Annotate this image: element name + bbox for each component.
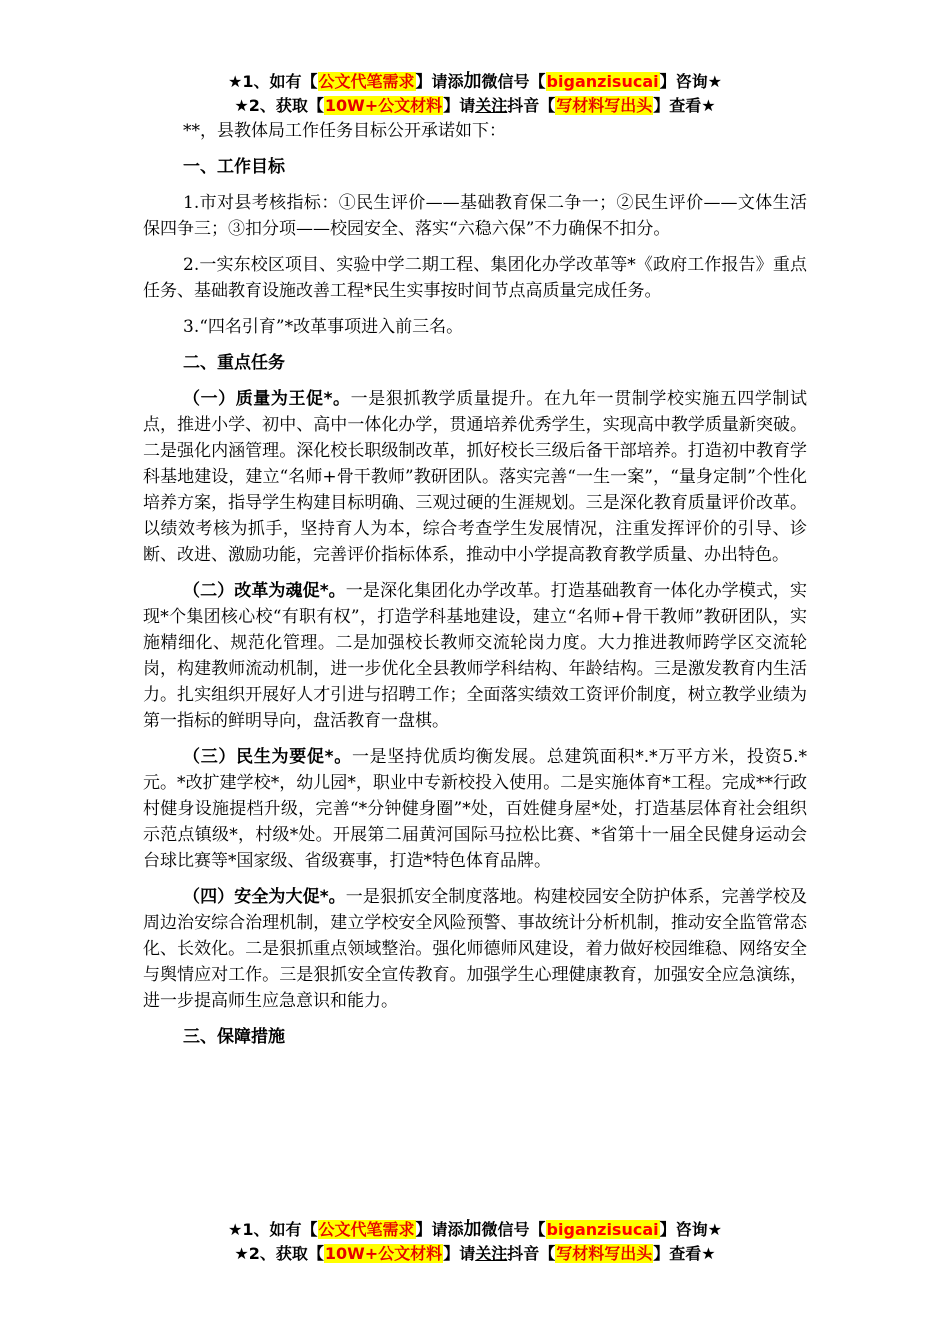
banner-text: ★1、如有【 bbox=[228, 1220, 318, 1239]
top-banner-line-2 bbox=[0, 94, 950, 118]
banner-text: 加 bbox=[463, 1219, 482, 1240]
banner-text: ★2、获取【 bbox=[234, 96, 324, 115]
goal-item: 2.一实东校区项目、实验中学二期工程、集团化办学改革等*《政府工作报告》重点任务、基础教育设施改善工程*民生实事按时间节点高质量完成任务。 bbox=[143, 255, 807, 301]
banner-highlight: 公文代笔需求 bbox=[318, 1220, 415, 1239]
banner-text: 关注 bbox=[475, 96, 508, 115]
banner-highlight-douyin: 写材料写出头 bbox=[556, 96, 653, 115]
task-lead: （四）安全为大促*。 bbox=[183, 887, 346, 907]
banner-text: 】请添 bbox=[415, 72, 464, 91]
goal-item: 1.市对县考核指标：①民生评价——基础教育保二争一；②民生评价——文体生活保四争三；③扣分项——校园安全、落实“六稳六保”不力确保不扣分。 bbox=[143, 193, 807, 239]
banner-text: ★2、获取【 bbox=[234, 1244, 324, 1263]
task-paragraph bbox=[143, 884, 807, 1014]
task-paragraph bbox=[143, 386, 807, 568]
banner-text: 】咨询★ bbox=[659, 72, 722, 91]
banner-highlight: 10W+公文材料 bbox=[324, 96, 443, 115]
goal-item: 3.“四名引育”*改革事项进入前三名。 bbox=[183, 317, 464, 337]
banner-text: 】查看★ bbox=[653, 96, 716, 115]
task-paragraph bbox=[143, 744, 807, 874]
banner-highlight: 公文代笔需求 bbox=[318, 72, 415, 91]
banner-text: 关注 bbox=[475, 1244, 508, 1263]
task-lead: （一）质量为王促*。 bbox=[183, 389, 351, 409]
banner-text: 】请添 bbox=[415, 1220, 464, 1239]
banner-text: 抖音【 bbox=[507, 1244, 556, 1263]
task-lead: （二）改革为魂促*。 bbox=[183, 581, 346, 601]
task-paragraph bbox=[143, 578, 807, 734]
document-body bbox=[143, 118, 807, 1060]
top-banner-line-1 bbox=[0, 70, 950, 94]
banner-text: 】请 bbox=[443, 1244, 476, 1263]
banner-highlight-wechat-id: biganzisucai bbox=[546, 72, 659, 91]
task-text: 一是深化集团化办学改革。打造基础教育一体化办学模式，实现*个集团核心校“有职有权”，打造学科基地建设，建立“名师+骨干教师”教研团队，实施精细化、规范化管理。二是加强校长教师交流轮岗力度。大力推进教师跨学区交流轮岗，构建教师流动机制，进一步优化全县教师学科结构、年龄结构。三是激发教育内生活力。扎实组织开展好人才引进与招聘工作；全面落实绩效工资评价制度，树立教学业绩为第一指标的鲜明导向，盘活教育一盘棋。 bbox=[143, 581, 808, 731]
task-text: 一是狠抓教学质量提升。在九年一贯制学校实施五四学制试点，推进小学、初中、高中一体化办学，贯通培养优秀学生，实现高中教学质量新突破。二是强化内涵管理。深化校长职级制改革，抓好校长三级后备干部培养。打造初中教育学科基地建设，建立“名师+骨干教师”教研团队。落实完善“一生一案”，“量身定制”个性化培养方案，指导学生构建目标明确、三观过硬的生涯规划。三是深化教育质量评价改革。以绩效考核为抓手，坚持育人为本，综合考查学生发展情况，注重发挥评价的引导、诊断、改进、激励功能，完善评价指标体系，推动中小学提高教育教学质量、办出特色。 bbox=[143, 389, 808, 565]
banner-text: 微信号【 bbox=[481, 72, 546, 91]
section-heading-tasks: 二、重点任务 bbox=[183, 353, 285, 373]
banner-text: 微信号【 bbox=[481, 1220, 546, 1239]
intro-paragraph: **，县教体局工作任务目标公开承诺如下： bbox=[183, 121, 506, 141]
task-text: 一是坚持优质均衡发展。总建筑面积*.*万平方米，投资5.*元。*改扩建学校*，幼儿园*，职业中专新校投入使用。二是实施体育*工程。完成**行政村健身设施提档升级，完善“*分钟健身圈”*处，百姓健身屋*处，打造基层体育社会组织示范点镇级*，村级*处。开展第二届黄河国际马拉松比赛、*省第十一届全民健身运动会台球比赛等*国家级、省级赛事，打造*特色体育品牌。 bbox=[143, 747, 808, 871]
task-lead: （三）民生为要促*。 bbox=[183, 747, 352, 767]
section-heading-measures: 三、保障措施 bbox=[183, 1027, 285, 1047]
banner-text: 】查看★ bbox=[653, 1244, 716, 1263]
banner-text: 抖音【 bbox=[507, 96, 556, 115]
banner-text: 加 bbox=[463, 71, 482, 92]
banner-text: ★1、如有【 bbox=[228, 72, 318, 91]
task-text: 一是狠抓安全制度落地。构建校园安全防护体系，完善学校及周边治安综合治理机制，建立学校安全风险预警、事故统计分析机制，推动安全监管常态化、长效化。二是狠抓重点领域整治。强化师德师风建设，着力做好校园维稳、网络安全与舆情应对工作。三是狠抓安全宣传教育。加强学生心理健康教育，加强安全应急演练，进一步提高师生应急意识和能力。 bbox=[143, 887, 808, 1011]
section-heading-goals: 一、工作目标 bbox=[183, 157, 285, 177]
bottom-banner-line-1 bbox=[0, 1218, 950, 1242]
banner-text: 】请 bbox=[443, 96, 476, 115]
bottom-banner-line-2 bbox=[0, 1242, 950, 1266]
banner-highlight-wechat-id: biganzisucai bbox=[546, 1220, 659, 1239]
banner-highlight-douyin: 写材料写出头 bbox=[556, 1244, 653, 1263]
banner-text: 】咨询★ bbox=[659, 1220, 722, 1239]
banner-highlight: 10W+公文材料 bbox=[324, 1244, 443, 1263]
